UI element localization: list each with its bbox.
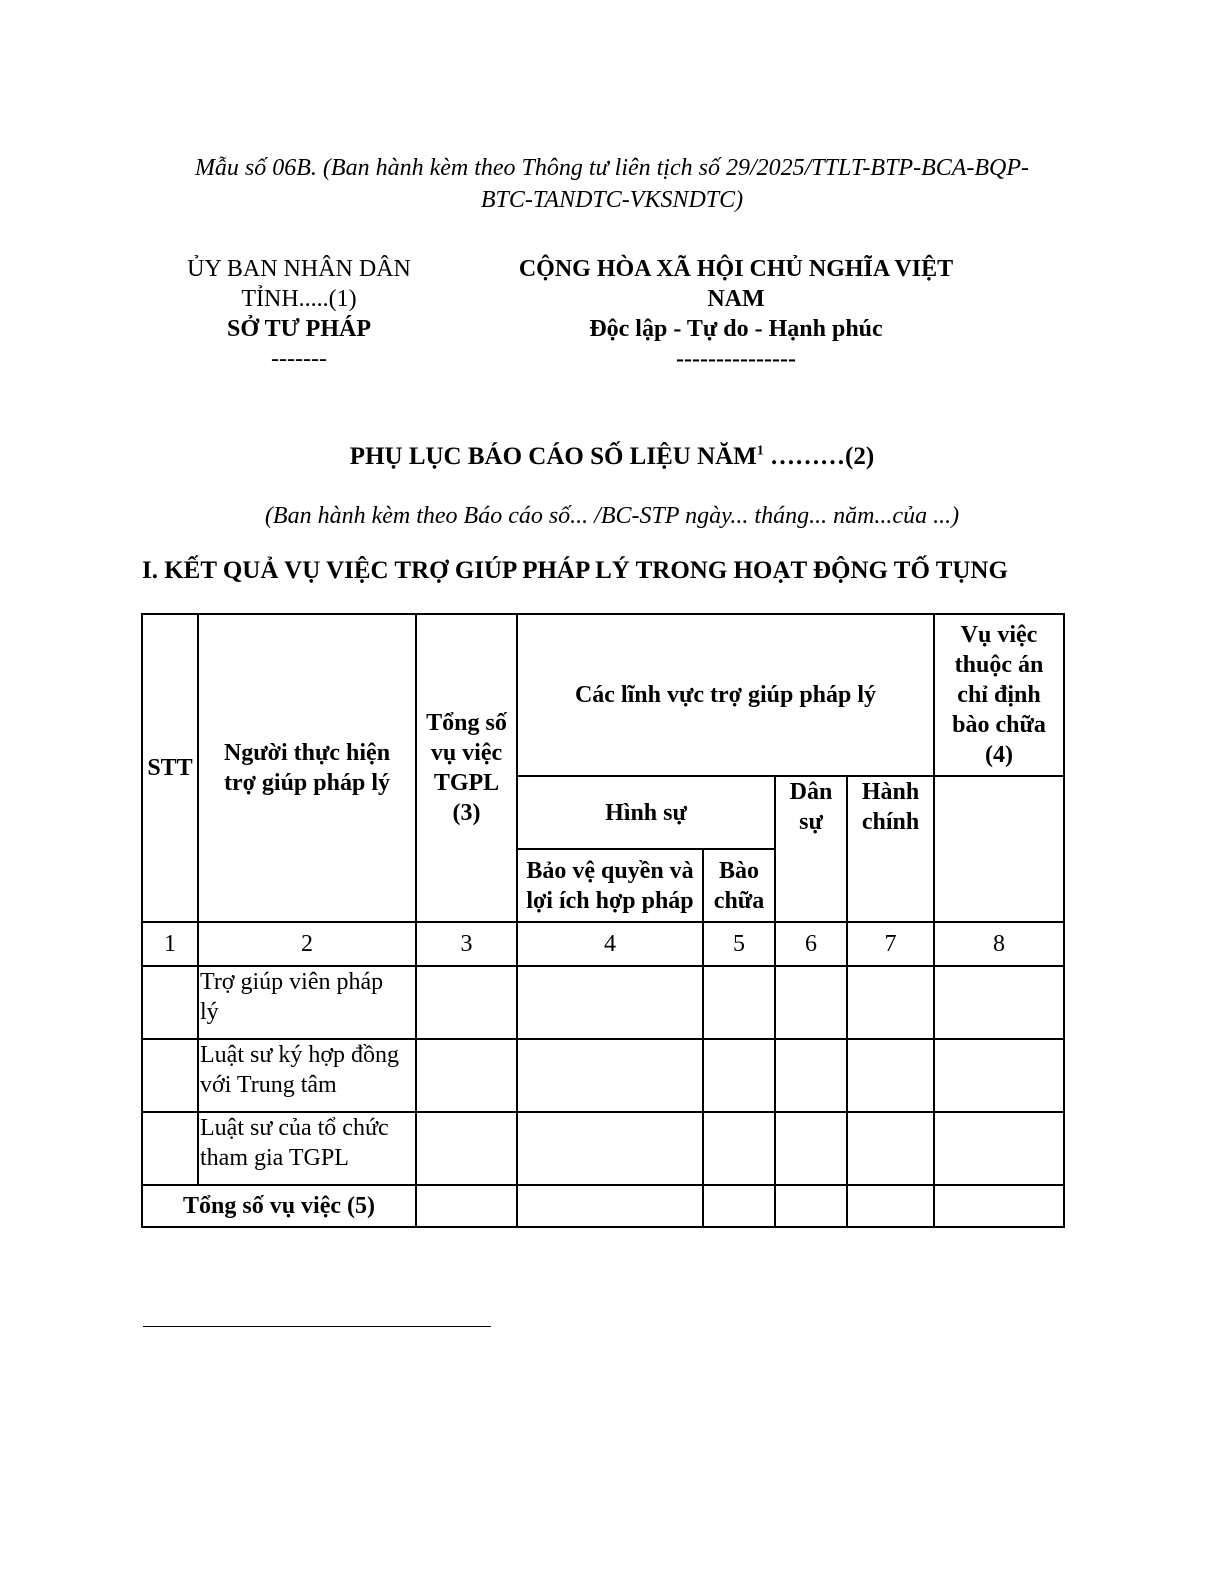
defense-header-line-2: chữa: [713, 887, 765, 914]
protect-rights-header: [517, 849, 703, 922]
stt-header: STT: [142, 614, 198, 922]
total-row-label: Tổng số vụ việc (5): [142, 1185, 416, 1227]
value-cell: [775, 1185, 847, 1227]
value-cell: [847, 966, 934, 1039]
report-table: [141, 613, 1065, 1228]
performer-line-1: Luật sư ký hợp đồng: [200, 1042, 400, 1068]
national-motto: Độc lập - Tự do - Hạnh phúc: [589, 316, 883, 342]
national-header: [486, 254, 986, 374]
table-row: [142, 1112, 1064, 1185]
value-cell: [517, 1185, 703, 1227]
agency-divider: -------: [271, 346, 327, 372]
civil-header-line-2: sự: [799, 809, 823, 835]
table-row: [142, 966, 1064, 1039]
performer-line-1: Luật sư của tổ chức: [200, 1115, 389, 1141]
appendix-title-year: ………(2): [763, 443, 875, 470]
value-cell: [517, 966, 703, 1039]
administrative-header-line-2: chính: [861, 809, 920, 835]
performer-cell: [198, 966, 416, 1039]
protect-rights-line-1: Bảo vệ quyền và: [526, 857, 694, 884]
total-header-line-1: Tổng số: [426, 710, 507, 736]
section-title: I. KẾT QUẢ VỤ VIỆC TRỢ GIÚP PHÁP LÝ TRONG HOẠT ĐỘNG TỐ TỤNG: [142, 557, 1008, 584]
appointed-header-line-2: thuộc án: [954, 652, 1044, 678]
value-cell: [934, 1039, 1064, 1112]
value-cell: [847, 1185, 934, 1227]
value-cell: [934, 1112, 1064, 1185]
column-number-2: 2: [198, 922, 416, 966]
national-divider: ---------------: [676, 346, 796, 372]
value-cell: [416, 1185, 517, 1227]
value-cell: [775, 1039, 847, 1112]
value-cell: [775, 1112, 847, 1185]
total-cases-header: [416, 614, 517, 922]
value-cell: [703, 1185, 775, 1227]
appointed-header-line-5: (4): [985, 742, 1013, 768]
performer-line-2: lý: [200, 999, 219, 1025]
table-row: [142, 1039, 1064, 1112]
value-cell: [934, 1185, 1064, 1227]
legal-fields-header: Các lĩnh vực trợ giúp pháp lý: [517, 614, 934, 776]
performer-header-line-1: Người thực hiện: [223, 740, 391, 766]
defense-header-line-1: Bào: [718, 857, 759, 884]
performer-cell: [198, 1039, 416, 1112]
form-note-line-1: Mẫu số 06B. (Ban hành kèm theo Thông tư liên tịch số 29/2025/TTLT-BTP-BCA-BQP-: [194, 155, 1030, 181]
value-cell: [703, 1039, 775, 1112]
header-row-1: [142, 614, 1064, 776]
performer-header-line-2: trợ giúp pháp lý: [223, 770, 390, 796]
agency-line-2: TỈNH.....(1): [241, 286, 357, 312]
value-cell: [703, 1112, 775, 1185]
criminal-header: Hình sự: [517, 776, 775, 849]
column-number-row: [142, 922, 1064, 966]
column-number-5: 5: [703, 922, 775, 966]
footnote-separator: [143, 1326, 491, 1327]
form-note-line-2: BTC-TANDTC-VKSNDTC): [480, 187, 744, 213]
appointed-header-line-3: chỉ định: [957, 682, 1041, 708]
performer-line-2: với Trung tâm: [200, 1072, 337, 1098]
administrative-header-line-1: Hành: [861, 779, 920, 805]
value-cell: [703, 966, 775, 1039]
civil-header: [775, 776, 847, 922]
agency-name: SỞ TƯ PHÁP: [226, 316, 371, 342]
performer-line-1: Trợ giúp viên pháp: [200, 969, 384, 995]
defense-header: [703, 849, 775, 922]
civil-header-line-1: Dân: [789, 779, 833, 805]
column-number-6: 6: [775, 922, 847, 966]
stt-cell: [142, 966, 198, 1039]
column-number-7: 7: [847, 922, 934, 966]
performer-line-2: tham gia TGPL: [200, 1145, 349, 1171]
total-header-line-4: (3): [452, 800, 481, 826]
appointed-header-line-4: bào chữa: [952, 712, 1046, 738]
performer-cell: [198, 1112, 416, 1185]
stt-cell: [142, 1039, 198, 1112]
appointed-defense-header: [934, 614, 1064, 776]
national-title-line-1: CỘNG HÒA XÃ HỘI CHỦ NGHĨA VIỆT: [518, 256, 954, 282]
column-number-3: 3: [416, 922, 517, 966]
value-cell: [517, 1039, 703, 1112]
protect-rights-line-2: lợi ích hợp pháp: [526, 887, 694, 914]
column-number-8: 8: [934, 922, 1064, 966]
form-note: [140, 152, 1084, 216]
value-cell: [416, 1039, 517, 1112]
stt-cell: [142, 1112, 198, 1185]
issued-note: (Ban hành kèm theo Báo cáo số... /BC-STP ngày... tháng... năm...của ...): [264, 503, 960, 529]
total-row: [142, 1185, 1064, 1227]
agency-line-1: ỦY BAN NHÂN DÂN: [187, 256, 411, 282]
column-number-1: 1: [142, 922, 198, 966]
issuing-agency-header: [160, 254, 438, 374]
value-cell: [775, 966, 847, 1039]
total-header-line-3: TGPL: [433, 770, 500, 796]
appendix-title: [140, 440, 1084, 474]
value-cell: [847, 1039, 934, 1112]
value-cell: [416, 966, 517, 1039]
administrative-header: [847, 776, 934, 922]
value-cell: [847, 1112, 934, 1185]
national-title-line-2: NAM: [707, 286, 765, 312]
appendix-title-text: PHỤ LỤC BÁO CÁO SỐ LIỆU NĂM: [349, 443, 757, 470]
performer-header: [198, 614, 416, 922]
column-number-4: 4: [517, 922, 703, 966]
value-cell: [934, 966, 1064, 1039]
appointed-defense-subcell: [934, 776, 1064, 922]
footnote-mark: 1: [756, 443, 764, 459]
total-header-line-2: vụ việc: [430, 740, 503, 766]
value-cell: [416, 1112, 517, 1185]
value-cell: [517, 1112, 703, 1185]
appointed-header-line-1: Vụ việc: [960, 622, 1038, 648]
